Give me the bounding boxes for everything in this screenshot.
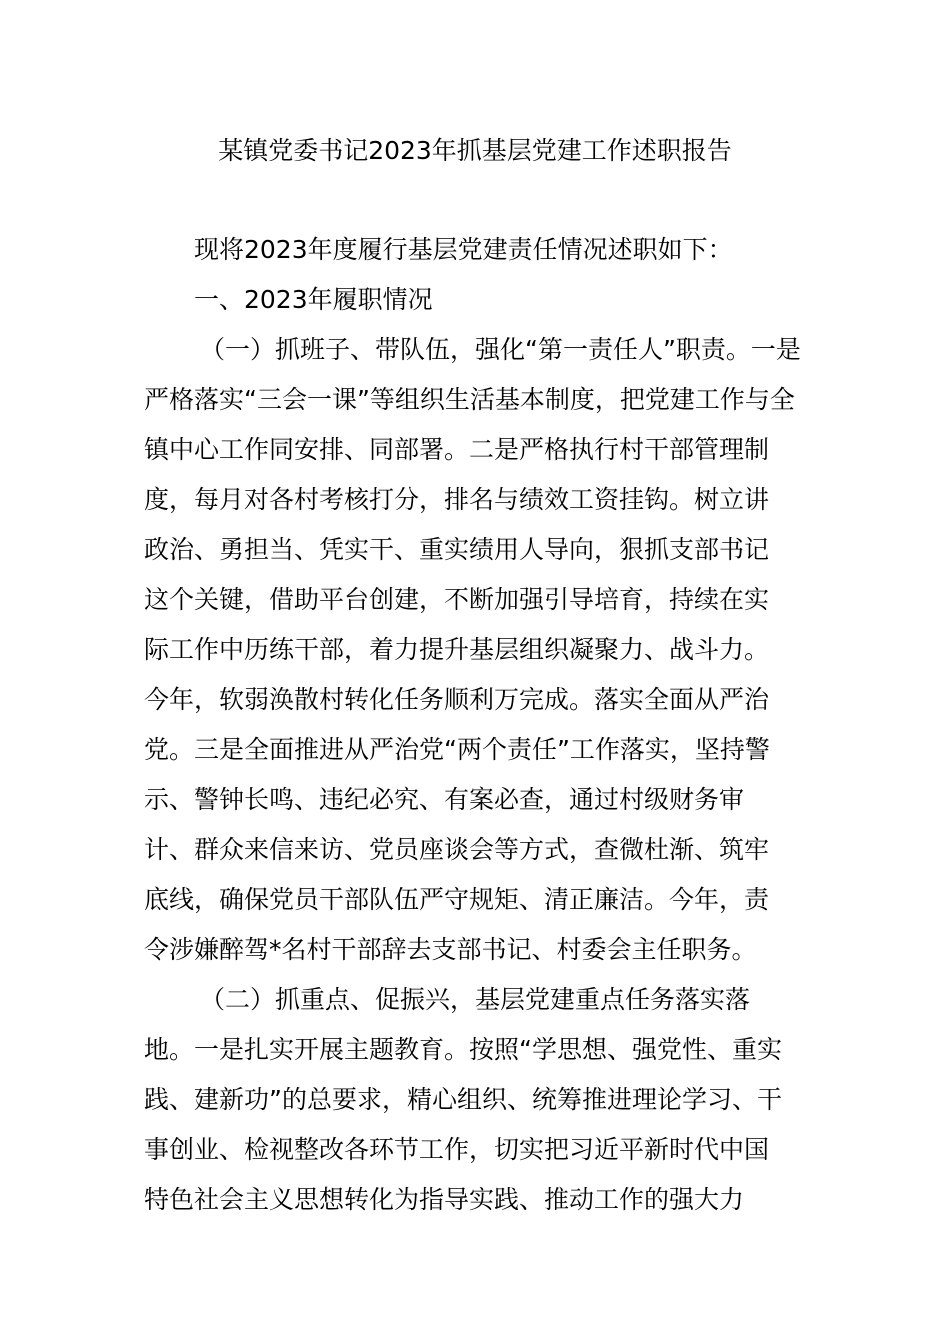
paragraph-line: 这个关键，借助平台创建，不断加强引导培育，持续在实: [144, 585, 770, 614]
paragraph-line: 地。一是扎实开展主题教育。按照“学思想、强党性、重实: [144, 1035, 782, 1064]
document-title: 某镇党委书记2023年抓基层党建工作述职报告: [218, 136, 732, 165]
paragraph-line: （一）抓班子、带队伍，强化“第一责任人”职责。一是: [200, 335, 801, 364]
paragraph-line: 际工作中历练干部，着力提升基层组织凝聚力、战斗力。: [144, 635, 770, 664]
paragraph-line: 政治、勇担当、凭实干、重实绩用人导向，狠抓支部书记: [144, 535, 770, 564]
paragraph-line: 度，每月对各村考核打分，排名与绩效工资挂钩。树立讲: [144, 485, 770, 514]
paragraph-line: 示、警钟长鸣、违纪必究、有案必查，通过村级财务审: [144, 785, 745, 814]
paragraph-line: 践、建新功”的总要求，精心组织、统筹推进理论学习、干: [144, 1085, 782, 1114]
paragraph-line: 令涉嫌醉驾*名村干部辞去支部书记、村委会主任职务。: [144, 935, 757, 964]
section-heading: 一、2023年履职情况: [194, 285, 433, 314]
paragraph-line: 计、群众来信来访、党员座谈会等方式，查微杜渐、筑牢: [144, 835, 770, 864]
paragraph-line-intro: 现将2023年度履行基层党建责任情况述职如下：: [194, 235, 733, 264]
paragraph-line: 党。三是全面推进从严治党“两个责任”工作落实，坚持警: [144, 735, 770, 764]
paragraph-line: 特色社会主义思想转化为指导实践、推动工作的强大力: [144, 1185, 745, 1214]
paragraph-line: 底线，确保党员干部队伍严守规矩、清正廉洁。今年，责: [144, 885, 770, 914]
paragraph-line: 严格落实“三会一课”等组织生活基本制度，把党建工作与全: [144, 385, 795, 414]
paragraph-line: 事创业、检视整改各环节工作，切实把习近平新时代中国: [144, 1135, 770, 1164]
paragraph-line: （二）抓重点、促振兴，基层党建重点任务落实落: [200, 985, 751, 1014]
paragraph-line: 镇中心工作同安排、同部署。二是严格执行村干部管理制: [144, 435, 770, 464]
paragraph-line: 今年，软弱涣散村转化任务顺利万完成。落实全面从严治: [144, 685, 770, 714]
